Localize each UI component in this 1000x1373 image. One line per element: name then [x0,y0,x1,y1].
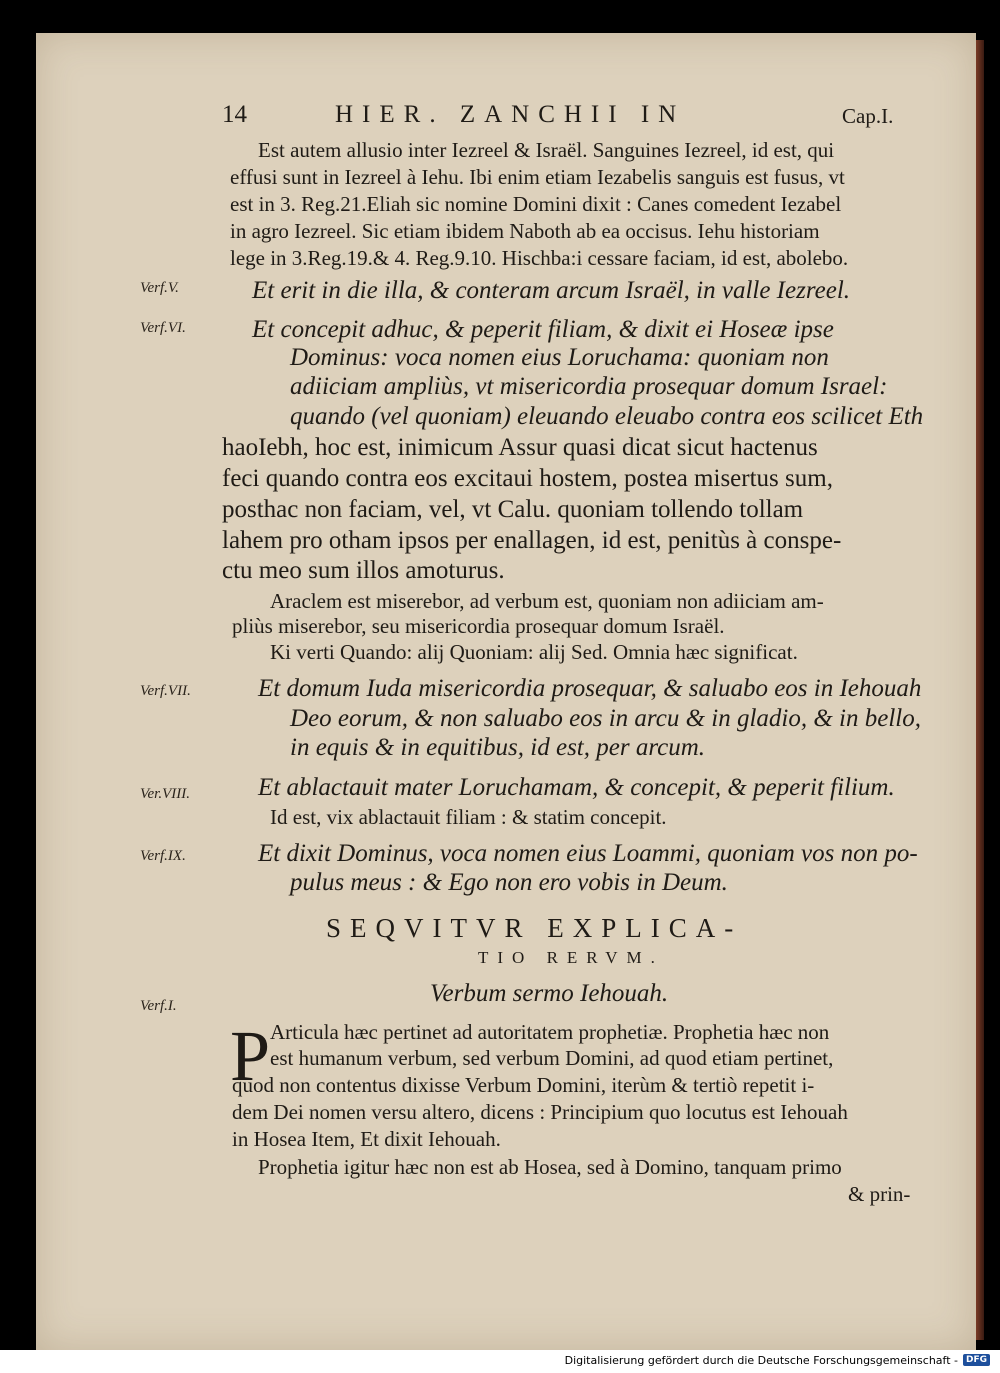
footer-bar [0,1350,1000,1373]
text-line: dem Dei nomen versu altero, dicens : Principium quo locutus est Iehouah [232,1100,848,1124]
text-line: Prophetia igitur hæc non est ab Hosea, sed à Domino, tanquam primo [258,1155,842,1179]
subheading: Verbum sermo Iehouah. [430,980,669,1007]
text-line: ctu meo sum illos amoturus. [222,557,505,584]
text-line: quod non contentus dixisse Verbum Domini, iterùm & tertiò repetit i- [232,1073,815,1097]
margin-verse-label: Verf.VII. [140,683,191,699]
margin-verse-label: Ver.VIII. [140,786,190,802]
verse-text: Et concepit adhuc, & peperit filiam, & dixit ei Hoseæ ipse [252,316,834,343]
text-line: posthac non faciam, vel, vt Calu. quoniam tollendo tollam [222,496,804,523]
section-heading: TIO RERVM. [478,948,664,967]
text-line: Articula hæc pertinet ad autoritatem prophetiæ. Prophetia hæc non [270,1020,830,1044]
verse-text: Deo eorum, & non saluabo eos in arcu & in gladio, & in bello, [290,705,921,732]
text-line: est humanum verbum, sed verbum Domini, ad quod etiam pertinet, [270,1046,834,1070]
verse-text: pulus meus : & Ego non ero vobis in Deum. [290,869,728,896]
verse-text: adiiciam ampliùs, vt misericordia prosequar domum Israel: [290,373,888,400]
verse-text: Dominus: voca nomen eius Loruchama: quoniam non [290,344,829,371]
running-title: HIER. ZANCHII IN [335,101,686,128]
catchword: & prin- [848,1182,911,1206]
dfg-logo: DFG [963,1354,990,1366]
margin-verse-label: Verf.I. [140,998,177,1014]
verse-text: Et domum Iuda misericordia prosequar, & saluabo eos in Iehouah [258,675,922,702]
verse-text: Et ablactauit mater Loruchamam, & concepit, & peperit filium. [258,774,895,801]
note-line: Ki verti Quando: alij Quoniam: alij Sed. Omnia hæc significat. [270,640,798,664]
verse-text: quando (vel quoniam) eleuando eleuabo contra eos scilicet Eth [290,403,924,430]
page-edge [976,40,984,1340]
text-line: lege in 3.Reg.19.& 4. Reg.9.10. Hischba:i cessare faciam, id est, abolebo. [230,246,849,270]
chapter-label: Cap.I. [842,104,894,128]
text-line: feci quando contra eos excitaui hostem, postea misertus sum, [222,465,833,492]
verse-text: Et dixit Dominus, voca nomen eius Loammi, quoniam vos non po- [258,840,918,867]
text-line: est in 3. Reg.21.Eliah sic nomine Domini dixit : Canes comedent Iezabel [230,192,842,216]
funding-note: Digitalisierung gefördert durch die Deutsche Forschungsgemeinschaft - [564,1354,958,1367]
text-line: in agro Iezreel. Sic etiam ibidem Naboth ab ea occisus. Iehu historiam [230,219,820,243]
verse-text: in equis & in equitibus, id est, per arcum. [290,734,706,761]
verse-text: Et erit in die illa, & conteram arcum Israël, in valle Iezreel. [252,277,851,304]
note-line: Araclem est miserebor, ad verbum est, quoniam non adiiciam am- [270,589,824,613]
margin-verse-label: Verf.VI. [140,320,186,336]
margin-verse-label: Verf.IX. [140,848,186,864]
text-line: lahem pro otham ipsos per enallagen, id est, penitùs à conspe- [222,527,842,554]
text-line: Id est, vix ablactauit filiam : & statim concepit. [270,805,667,829]
text-line: effusi sunt in Iezreel à Iehu. Ibi enim etiam Iezabelis sanguis est fusus, vt [230,165,845,189]
text-line: in Hosea Item, Et dixit Iehouah. [232,1127,501,1151]
text-line: Est autem allusio inter Iezreel & Israël. Sanguines Iezreel, id est, qui [258,138,835,162]
note-line: pliùs miserebor, seu misericordia prosequar domum Israël. [232,614,725,638]
margin-verse-label: Verf.V. [140,280,179,296]
drop-cap: P [230,1016,271,1096]
page-number: 14 [222,101,247,128]
text-line: haoIebh, hoc est, inimicum Assur quasi dicat sicut hactenus [222,434,818,461]
section-heading: SEQVITVR EXPLICA- [326,913,743,943]
